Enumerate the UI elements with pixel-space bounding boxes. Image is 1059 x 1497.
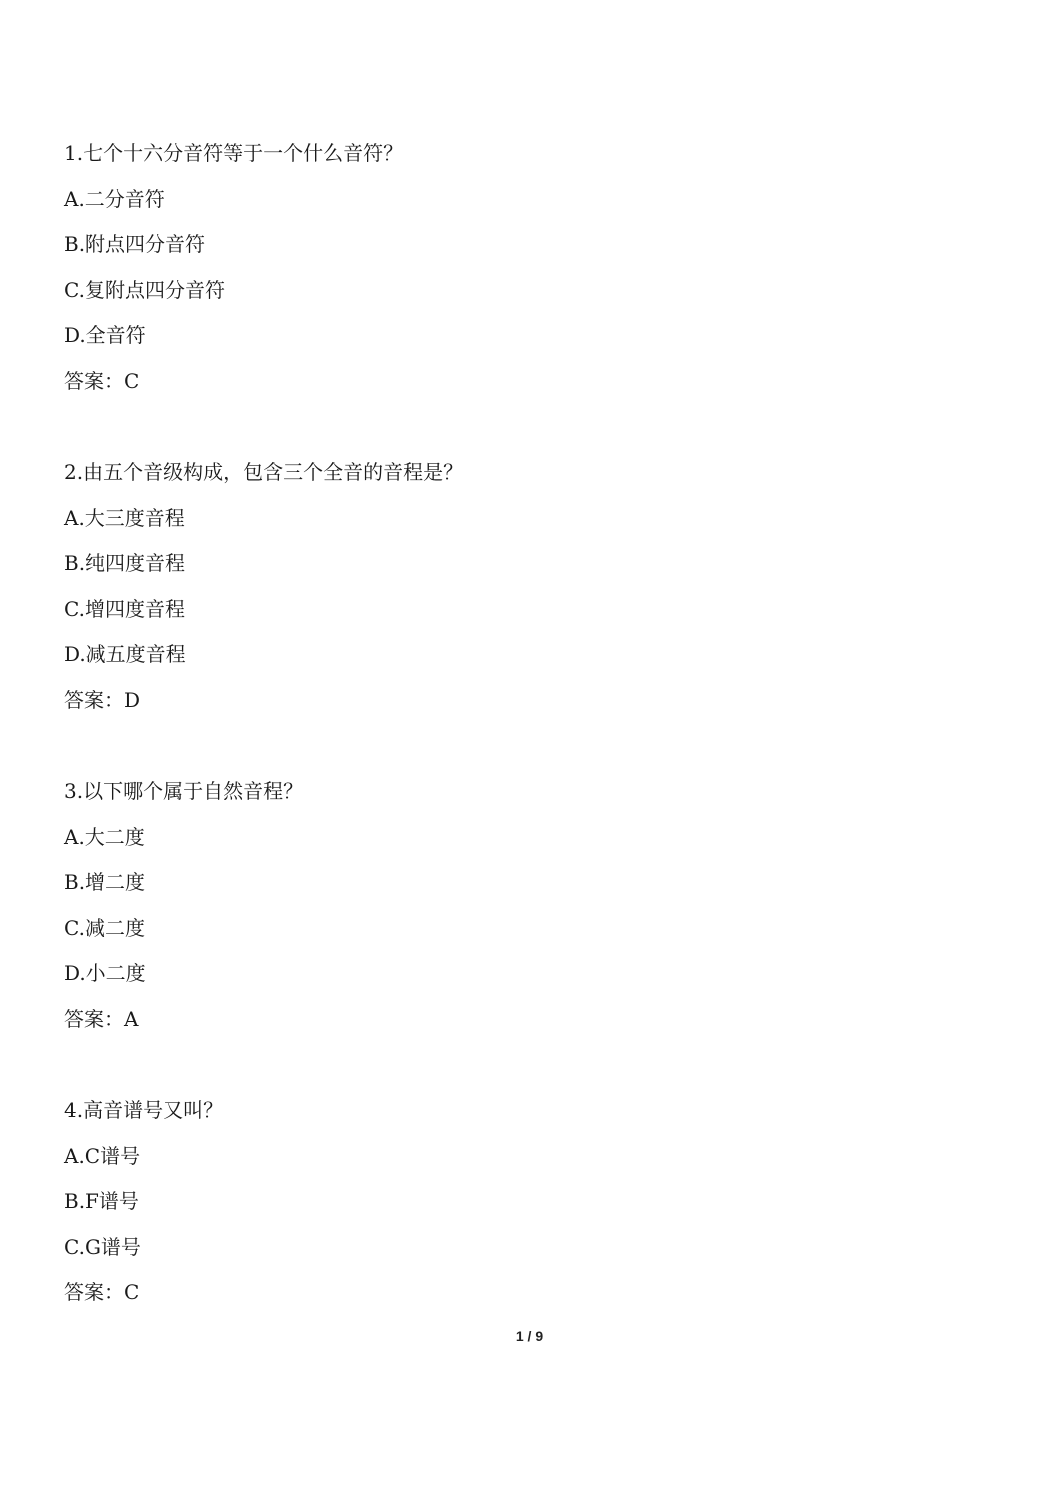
answer-text: 答案：C bbox=[64, 1280, 140, 1304]
spacer bbox=[64, 410, 994, 456]
option-b: B.附点四分音符 bbox=[64, 232, 206, 256]
answer-text: 答案：D bbox=[64, 687, 141, 712]
spacer bbox=[64, 1048, 994, 1094]
question-text: 2.由五个音级构成，包含三个全音的音程是？ bbox=[64, 460, 464, 484]
answer-text: 答案：C bbox=[64, 368, 140, 393]
option-c: C.增四度音程 bbox=[64, 596, 185, 621]
option-b: B.纯四度音程 bbox=[64, 551, 186, 575]
option-c: C.复附点四分音符 bbox=[64, 277, 225, 302]
question-text: 3.以下哪个属于自然音程？ bbox=[64, 779, 304, 803]
question-block-1 bbox=[64, 137, 994, 410]
page-number: 1 / 9 bbox=[515, 1328, 544, 1344]
question-text: 4.高音谱号又叫？ bbox=[64, 1098, 224, 1122]
answer-text: 答案：A bbox=[64, 1006, 139, 1031]
question-list bbox=[64, 137, 994, 1322]
question-block-2 bbox=[64, 456, 994, 729]
option-a: A.二分音符 bbox=[64, 186, 165, 211]
option-b: B.增二度 bbox=[64, 870, 146, 894]
option-d: D.小二度 bbox=[64, 961, 146, 985]
option-a: A.大三度音程 bbox=[64, 505, 185, 530]
option-d: D.全音符 bbox=[64, 323, 146, 347]
question-text: 1.七个十六分音符等于一个什么音符？ bbox=[64, 141, 404, 165]
option-b: B.F谱号 bbox=[64, 1189, 139, 1213]
option-a: A.大二度 bbox=[64, 824, 145, 849]
option-c: C.G谱号 bbox=[64, 1234, 141, 1259]
option-c: C.减二度 bbox=[64, 915, 145, 940]
option-d: D.减五度音程 bbox=[64, 642, 186, 666]
question-block-3 bbox=[64, 775, 994, 1048]
question-block-4 bbox=[64, 1094, 994, 1322]
spacer bbox=[64, 729, 994, 775]
option-a: A.C谱号 bbox=[64, 1143, 141, 1168]
